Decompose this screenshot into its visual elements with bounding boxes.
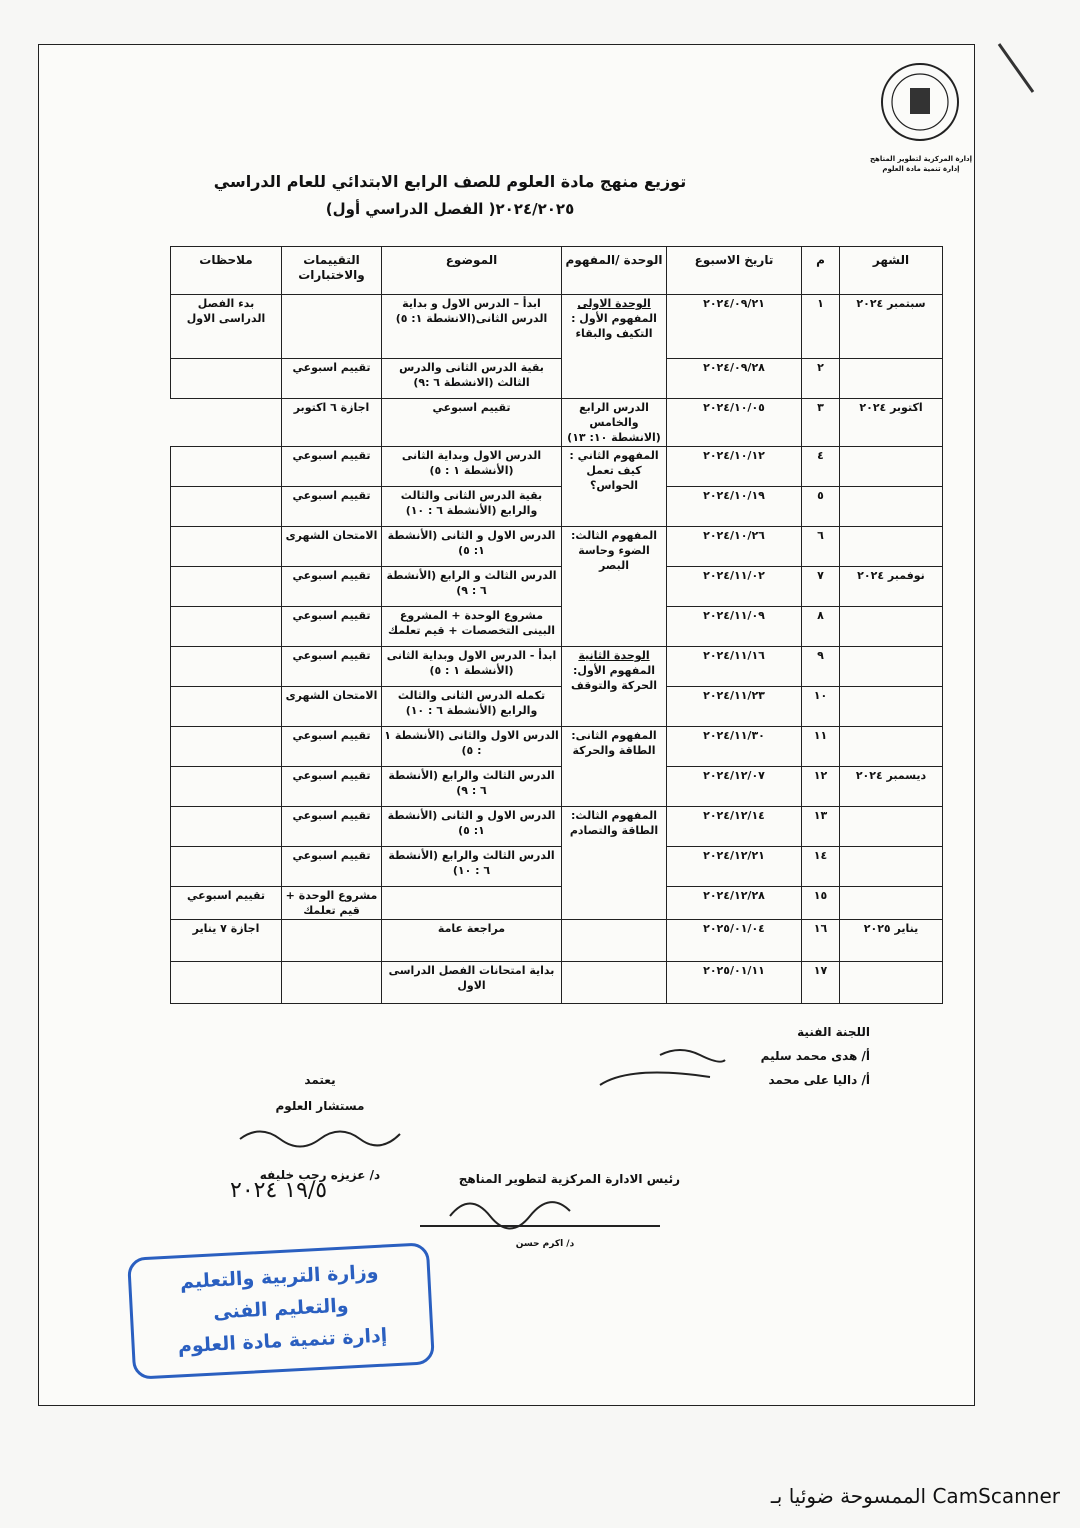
cell-topic: الدرس الاول وبداية الثانى (الأنشطة ١ : ٥) [382, 447, 562, 487]
stamp-line-3: إدارة تنمية مادة العلوم [177, 1324, 388, 1358]
emblem-line-2: إدارة تنمية مادة العلوم [882, 165, 960, 173]
cell-notes [171, 727, 282, 767]
cell-notes [171, 487, 282, 527]
cell-evaluation [282, 295, 382, 359]
concept-title: المفهوم الثاني : كيف تعمل الحواس؟ [569, 449, 659, 492]
table-row [171, 687, 943, 727]
table-row [171, 487, 943, 527]
col-month: الشهر [840, 247, 943, 295]
committee-member-1: أ/ هدى محمد سليم [760, 1049, 870, 1063]
cell-week-date: ٢٠٢٤/١٢/٢١ [667, 847, 802, 887]
cell-evaluation: تقييم اسبوعي [171, 887, 282, 920]
cell-evaluation: تقييم اسبوعي [282, 807, 382, 847]
cell-week-date: ٢٠٢٥/٠١/١١ [667, 962, 802, 1004]
cell-topic: بداية امتحانات الفصل الدراسى الاول [382, 962, 562, 1004]
cell-topic: ابدأ - الدرس الاول وبداية الثانى (الأنشطة ١ : ٥) [382, 647, 562, 687]
page-title: توزيع منهج مادة العلوم للصف الرابع الابتدائي للعام الدراسي [213, 172, 687, 191]
pen-mark [995, 40, 1040, 100]
technical-committee [740, 1020, 870, 1092]
cell-month [840, 962, 943, 1004]
cell-number: ١١ [802, 727, 840, 767]
cell-week-date: ٢٠٢٤/١٠/١٢ [667, 447, 802, 487]
table-row [171, 567, 943, 607]
cell-month [840, 447, 943, 487]
table-row [171, 962, 943, 1004]
stamp-line-2: والتعليم الفنى [212, 1294, 350, 1324]
stamp-line-1: وزارة التربية والتعليم [179, 1260, 379, 1294]
cell-number: ٤ [802, 447, 840, 487]
cell-evaluation: تقييم اسبوعي [282, 767, 382, 807]
cell-month: سبتمبر ٢٠٢٤ [840, 295, 943, 359]
cell-number: ٨ [802, 607, 840, 647]
advisor-date: ١٩/٥ ٢٠٢٤ [230, 1178, 328, 1203]
concept-title: المفهوم الثالث: الطاقة والتصادم [569, 809, 659, 837]
cell-number: ١ [802, 295, 840, 359]
cell-unit [382, 887, 562, 920]
cell-evaluation: تقييم اسبوعي [282, 487, 382, 527]
cell-week-date: ٢٠٢٤/١١/٠٢ [667, 567, 802, 607]
concept-title: المفهوم الثانى: الطاقة والحركة [571, 729, 657, 757]
cell-week-date: ٢٠٢٤/١١/٠٩ [667, 607, 802, 647]
cell-month [840, 887, 943, 920]
cell-month [840, 687, 943, 727]
scanner-watermark: الممسوحة ضوئيا بـ CamScanner [770, 1484, 1060, 1508]
cell-topic: الدرس الثالث والرابع (الأنشطة ٦ : ٩) [382, 767, 562, 807]
head-block [410, 1172, 680, 1249]
cell-number: ١٤ [802, 847, 840, 887]
cell-notes [171, 767, 282, 807]
advisor-role: مستشار العلوم [275, 1099, 365, 1113]
concept-title: المفهوم الأول : التكيف والبقاء [571, 312, 657, 340]
col-notes: ملاحظات [171, 247, 282, 295]
cell-unit [562, 962, 667, 1004]
cell-topic: تكمله الدرس الثانى والثالث والرابع (الأنشطة ٦ : ١٠) [382, 687, 562, 727]
cell-notes [171, 447, 282, 487]
cell-number: ٥ [802, 487, 840, 527]
advisor-signature [230, 1119, 410, 1153]
cell-week-date: ٢٠٢٤/٠٩/٢٨ [667, 359, 802, 399]
cell-week-date: ٢٠٢٤/١٠/١٩ [667, 487, 802, 527]
cell-evaluation: تقييم اسبوعي [282, 607, 382, 647]
cell-evaluation: الامتحان الشهرى [282, 687, 382, 727]
cell-unit [562, 807, 667, 920]
cell-unit [562, 727, 667, 807]
cell-evaluation: تقييم اسبوعي [282, 647, 382, 687]
cell-notes [171, 607, 282, 647]
unit-title: الوحدة الثانية [578, 649, 650, 662]
cell-week-date: ٢٠٢٤/١٢/١٤ [667, 807, 802, 847]
head-signature [410, 1186, 680, 1236]
cell-topic: مراجعة عامة [382, 920, 562, 962]
cell-unit [562, 647, 667, 727]
table-row [171, 647, 943, 687]
cell-notes [171, 847, 282, 887]
table-header-row [171, 247, 943, 295]
cell-number: ٣ [802, 399, 840, 447]
cell-topic: الدرس الاول و الثانى (الأنشطة ١: ٥) [382, 527, 562, 567]
cell-number: ١٥ [802, 887, 840, 920]
cell-month [840, 727, 943, 767]
cell-number: ٩ [802, 647, 840, 687]
approve-label: يعتمد [304, 1073, 336, 1087]
cell-notes [171, 527, 282, 567]
cell-evaluation: تقييم اسبوعي [282, 447, 382, 487]
head-name: د/ اكرم حسن [515, 1239, 575, 1249]
cell-number: ١٣ [802, 807, 840, 847]
head-role: رئيس الادارة المركزية لتطوير المناهج [458, 1172, 680, 1186]
cell-week-date: ٢٠٢٤/١٠/٠٥ [667, 399, 802, 447]
cell-month [840, 847, 943, 887]
col-unit: الوحدة /المفهوم [562, 247, 667, 295]
table-row [171, 727, 943, 767]
cell-number: ٦ [802, 527, 840, 567]
curriculum-table [170, 246, 943, 1004]
cell-unit [562, 527, 667, 647]
cell-topic: مشروع الوحدة + قيم تعلمك [282, 887, 382, 920]
cell-month: اكتوبر ٢٠٢٤ [840, 399, 943, 447]
cell-evaluation [282, 920, 382, 962]
cell-topic: مشروع الوحدة + المشروع البينى التخصصات + قيم تعلمك [382, 607, 562, 647]
table-row [171, 920, 943, 962]
table-row [171, 607, 943, 647]
page-subtitle: ٢٠٢٤/٢٠٢٥( الفصل الدراسي أول) [325, 200, 575, 218]
cell-notes: بدء الفصل الدراسى الاول [171, 295, 282, 359]
cell-evaluation: الامتحان الشهرى [282, 527, 382, 567]
cell-notes: اجازة ٧ يناير [171, 920, 282, 962]
cell-topic: الدرس الرابع والخامس (الانشطة ١٠: ١٣) [562, 399, 667, 447]
cell-evaluation: تقييم اسبوعي [382, 399, 562, 447]
table-row [171, 887, 943, 920]
table-row [171, 527, 943, 567]
cell-notes [171, 962, 282, 1004]
cell-topic: بقية الدرس الثانى والثالث والرابع (الأنشطة ٦ : ١٠) [382, 487, 562, 527]
cell-evaluation: تقييم اسبوعي [282, 727, 382, 767]
cell-notes: اجازة ٦ اكتوبر [282, 399, 382, 447]
cell-week-date: ٢٠٢٤/٠٩/٢١ [667, 295, 802, 359]
cell-evaluation: تقييم اسبوعي [282, 847, 382, 887]
cell-notes [171, 359, 282, 399]
cell-month [840, 807, 943, 847]
cell-notes [171, 647, 282, 687]
committee-signatures [590, 1040, 730, 1100]
cell-month [840, 487, 943, 527]
cell-number: ٢ [802, 359, 840, 399]
cell-topic: الدرس الثالث والرابع (الأنشطة ٦ : ١٠) [382, 847, 562, 887]
cell-month: ديسمبر ٢٠٢٤ [840, 767, 943, 807]
col-week-date: تاريخ الاسبوع [667, 247, 802, 295]
cell-topic: بقية الدرس الثانى والدرس الثالث (الانشطة ٦ :٩) [382, 359, 562, 399]
cell-evaluation: تقييم اسبوعي [282, 359, 382, 399]
cell-week-date: ٢٠٢٤/١١/٣٠ [667, 727, 802, 767]
cell-notes [171, 807, 282, 847]
emblem-line-1: إدارة المركزية لتطوير المناهج [869, 155, 973, 163]
concept-title: المفهوم الثالث: الضوء وحاسة البصر [571, 529, 657, 572]
cell-month [840, 607, 943, 647]
committee-member-2: أ/ داليا على محمد [768, 1073, 870, 1087]
cell-number: ١٧ [802, 962, 840, 1004]
table-row [171, 399, 943, 447]
cell-month: نوفمبر ٢٠٢٤ [840, 567, 943, 607]
cell-week-date: ٢٠٢٤/١١/١٦ [667, 647, 802, 687]
table-row [171, 847, 943, 887]
concept-title: المفهوم الأول: الحركة والتوقف [571, 664, 657, 692]
committee-title: اللجنة الفنية [797, 1025, 870, 1039]
ministry-stamp [127, 1242, 435, 1380]
table-row [171, 359, 943, 399]
table-row [171, 447, 943, 487]
cell-number: ٧ [802, 567, 840, 607]
advisor-name: د/ عزيزه رجب خليفه [259, 1168, 381, 1182]
cell-topic: الدرس الاول والثانى (الأنشطة ١ : ٥) [382, 727, 562, 767]
cell-topic: الدرس الثالث و الرابع (الأنشطة ٦ : ٩) [382, 567, 562, 607]
cell-week-date: ٢٠٢٤/١٢/٢٨ [667, 887, 802, 920]
cell-week-date: ٢٠٢٤/١٠/٢٦ [667, 527, 802, 567]
table-row [171, 295, 943, 359]
advisor-block [230, 1067, 410, 1188]
cell-number: ١٠ [802, 687, 840, 727]
cell-month [840, 647, 943, 687]
col-number: م [802, 247, 840, 295]
cell-unit [562, 295, 667, 399]
cell-topic: الدرس الاول و الثانى (الأنشطة ١: ٥) [382, 807, 562, 847]
cell-evaluation: تقييم اسبوعي [282, 567, 382, 607]
cell-number: ١٢ [802, 767, 840, 807]
ministry-emblem [862, 60, 980, 180]
cell-topic: ابدأ – الدرس الاول و بداية الدرس الثانى(الانشطة ١: ٥) [382, 295, 562, 359]
table-row [171, 767, 943, 807]
cell-week-date: ٢٠٢٥/٠١/٠٤ [667, 920, 802, 962]
cell-month [840, 359, 943, 399]
cell-evaluation [282, 962, 382, 1004]
cell-unit [562, 447, 667, 527]
cell-notes [171, 687, 282, 727]
col-topic: الموضوع [382, 247, 562, 295]
cell-month: يناير ٢٠٢٥ [840, 920, 943, 962]
unit-title: الوحدة الاولى [577, 297, 651, 310]
cell-week-date: ٢٠٢٤/١٢/٠٧ [667, 767, 802, 807]
cell-month [840, 527, 943, 567]
cell-week-date: ٢٠٢٤/١١/٢٣ [667, 687, 802, 727]
col-evaluations: التقييمات والاختبارات [282, 247, 382, 295]
cell-number: ١٦ [802, 920, 840, 962]
cell-unit [562, 920, 667, 962]
cell-notes [171, 567, 282, 607]
table-row [171, 807, 943, 847]
